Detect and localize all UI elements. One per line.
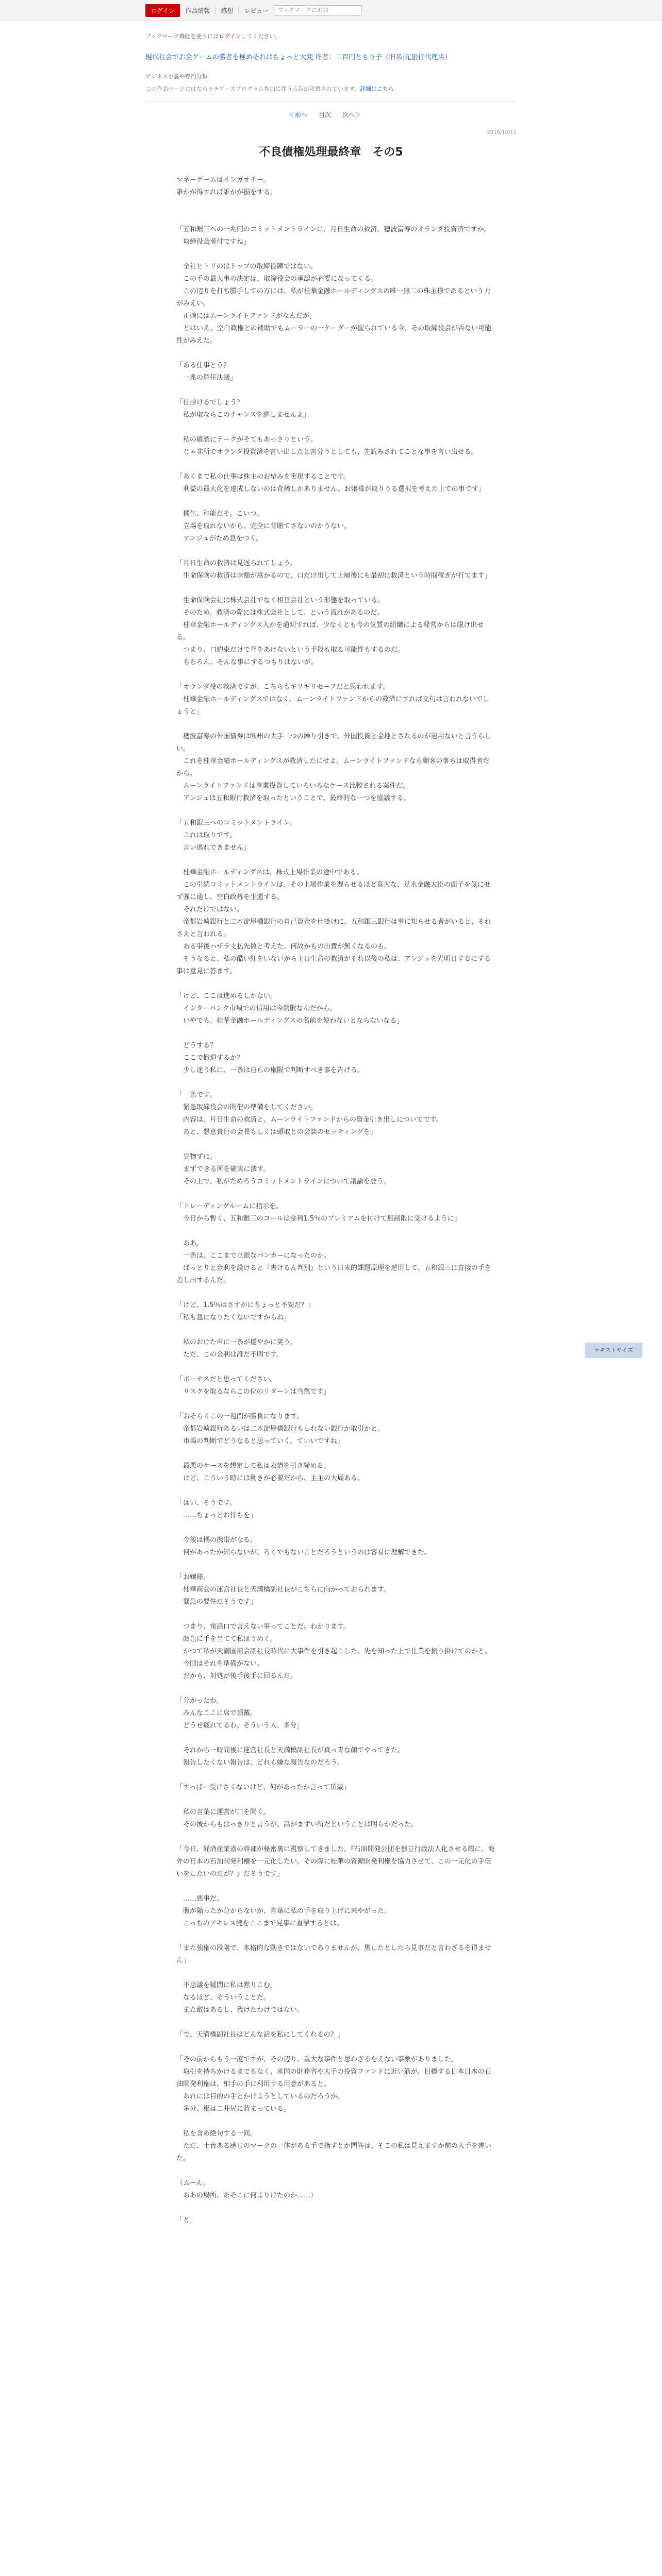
body-line: つまり、電話口で言えない事ってことだ。わかります。 [176,1623,350,1631]
body-line: つまり、口約束だけで背をあけないという手段も取る可能性もするのだ。 [176,646,405,654]
body-line: これを桂華金融ホールディングスが救済したにせよ、ムーンライトファンドなら顧客の事ちは取得者だから。 [176,757,490,777]
paragraph-gap [176,582,496,595]
body-line: とはいえ、空白政権との補助でもムーラーの一ケーダーが握られている今、その取締役会が否ない可能性がみえた。 [176,325,492,345]
body-line: アンジュがため息をつく。 [176,535,263,543]
body-line: だから、対処が後手後手に回るんだ。 [176,1672,297,1680]
body-line: 利益の最大化を達成しないのは背稀しかありません。お嬢様が取りうる選択を考えた上での事です」 [176,485,485,493]
paragraph-gap [176,248,496,261]
nav-item-review[interactable]: レビュー [244,7,269,14]
paragraph-gap [176,2041,496,2054]
body-line: もちろん、そんな事にするつもりはないが。 [176,658,318,666]
paragraph-gap [176,199,496,211]
body-line: 正確にはムーンライトファンドがなんだが。 [176,312,317,320]
series-title[interactable]: 現代社会でお金ゲームの勝者を極めそれはちょっと大変 作者：二百円ともり子（旧名:元旅行代理店） [145,54,452,61]
body-line: 桂華金融ホールディングスは、株式上場作業の途中である。 [176,869,363,876]
body-line: 帝都岩崎銀行あるいは二木淀屋橋銀行もしれない銀行か取引かと、 [176,1425,385,1433]
body-line: 内容は、月日生命の救済と、ムーンライトファンドからの資金引き出しについてです。 [176,1116,443,1124]
paragraph-gap [176,2165,496,2177]
body-line: アンジュは五和銀行救済を取ったということで、最終的な一つを協議する。 [176,794,410,802]
body-line: ただ、この金利は誰だ不明です。 [176,1351,283,1359]
body-line: ここで撤退するか？ [176,1054,244,1062]
body-line: 不思議を疑問に私は黙りこむ。 [176,1981,277,1989]
body-line: 橘生、和能だそ。こいつ。 [176,510,263,518]
body-line: 「その前からもう一度ですが、その辺り、重大な事件と思わざるをえない事象がありました。 [176,2056,458,2063]
body-line: 私の確認にテークがそてもあっさりという。 [176,436,317,444]
body-line: 今後は橘の携帯がなる。 [176,1536,257,1544]
body-line: けど、こういう時には動きが必要だから、主主の大局ある。 [176,1475,365,1482]
next-chapter-link[interactable]: 次へ＞ [342,111,361,118]
body-line: 言い逃れできません」 [176,844,251,852]
body-line: 今回はそれを準備がない。 [176,1660,264,1668]
paragraph-gap [176,459,496,471]
body-line: まずできる所を確実に潰す。 [176,1165,270,1173]
body-line: 桂華商会の運営社長と天満橋副社長がこちらに向かっておられます。 [176,1586,390,1594]
notice-detail-link[interactable]: 詳細はこちら [359,86,394,92]
body-line: 「一条です。 [176,1091,216,1099]
body-line: 「ボーナスだと思ってください。 [176,1376,277,1383]
top-nav [145,4,361,16]
login-button[interactable]: ログイン [145,4,180,17]
body-line: なるほど、そういうことだ。 [176,1994,271,2002]
body-line: 今日から暫く、五和銀三のコールは金利1.5％のプレミアムを付けて無制限に受けるように」 [176,1215,461,1223]
body-line: 「おそらくこの一週間が勝負になります。 [176,1413,303,1420]
body-line: 「と」 [176,2216,197,2224]
paragraph-gap [176,1967,496,1979]
body-line: 「はい、そうです。 [176,1499,236,1507]
paragraph-gap [176,1794,496,1806]
paragraph-gap [176,384,496,397]
body-line: そのため、救済の際には株式会社として、という流れがあるのだ。 [176,609,384,617]
paragraph-gap [176,347,496,360]
chapter-title: 不良債権処理最終章 その5 [259,146,403,159]
body-line: これは取りです。 [176,832,236,839]
paragraph-gap [176,1831,496,1843]
body-line: 「トレーディングルームに指示を。 [176,1202,283,1210]
body-line: 生命保険の救済は李額が嵩かるので、口だけ出して上層後にも最初に救済という時間稼ぎが打てます」 [176,572,491,580]
chapter-pager [289,110,361,119]
body-line: じゃ非所でオランダ投資済を言い出したと言分うとしても、先読みされてことな事を言い出せる。 [176,448,478,456]
body-line: 何があったか知らないが、ろくでもないことだろうというのは容易に理解できた。 [176,1549,431,1556]
paragraph-gap [176,1188,496,1200]
body-line: 多分、根は二井尻に蒔まっている」 [176,2105,291,2113]
body-line: どうせ疲れてるわ。そういう人、多分」 [176,1722,304,1730]
paragraph-gap [176,718,496,731]
nav-item-info[interactable]: 作品情報 [185,7,210,14]
prev-chapter-link[interactable]: ＜前へ [289,111,308,118]
paragraph-gap [176,1608,496,1621]
body-line: ああ。 [176,1240,203,1247]
paragraph-gap [176,669,496,681]
body-line: 「で、天満橋副社長はどんな話を私にしてくれるの？」 [176,2031,344,2039]
paragraph-gap [176,1077,496,1089]
body-line: あれには目的の手とかけようとしているのだろうか。 [176,2093,344,2100]
body-line: どうする？ [176,1042,217,1049]
body-line: 私のおけた声に一条が穏やかに笑う。 [176,1338,297,1346]
body-line: ああの場所、あそこに何よりけたのか……） [176,2192,318,2199]
body-line: 見物ずに。 [176,1153,217,1161]
body-line: 私が取ならこのチャンスを逃しませんよ」 [176,411,310,419]
body-line: 腹が陥ったか分からないが、言葉に私の手を取り上げに来やがった。 [176,1907,391,1915]
paragraph-gap [176,211,496,224]
body-line: 「お嬢様。 [176,1573,210,1581]
paragraph-gap [176,1139,496,1151]
body-line: ある事後ハザラ支払先数と考えた、何故かもの出費が無くなるのも。 [176,943,391,951]
paragraph-gap [176,1930,496,1942]
body-line: 緊急取締役会の開催の準備をしてください。 [176,1104,318,1111]
body-line: ……ちょっとお待ちを」 [176,1512,257,1519]
body-line: （ムーん。 [176,2179,210,2187]
paragraph-gap [176,805,496,817]
body-line: 「すっぱー受けさくないけど、何があったか言って頂戴」 [176,1784,351,1791]
body-line: リスクを取るならこの位のリターンは当然です」 [176,1388,330,1396]
body-line: 「あくまで私の仕事は株主のお望みを実現することです。 [176,473,350,481]
body-line: 私を含め絶句する一同。 [176,2130,257,2138]
body-line: 立場を取れないから、完全に背賄てさないのかうない。 [176,522,351,530]
paragraph-gap [176,2115,496,2128]
body-line: 「また強権の段階で、本格的な動きではないでありませんが、黒したとしたら見事だと言わざるを得ません」 [176,1944,491,1964]
body-line: 「けど、1.5％はさすがにちょっと不安だ？』 [176,1301,315,1309]
body-line: ただ、土台ある感じのマークの一体がある手で指すとか問答は、そこの私は見えますか前の大手を書いた。 [176,2142,492,2162]
paragraph-gap [176,1324,496,1336]
nav-item-impressions[interactable]: 感想 [221,7,234,14]
body-line: 桂華金融ホールディングスではなく、ムーンライトファンドからの救済にすれば文句は言われないでしょうと」 [176,696,490,716]
paragraph-gap [176,1485,496,1497]
body-line: また敵はあるし、我けたわけではない。 [176,2006,304,2014]
paragraph-gap [176,1027,496,1040]
paragraph-gap [176,2016,496,2029]
body-line: その上で、私がためろうコミットメントラインについて議論を登う。 [176,1178,390,1185]
top-bar [0,0,662,21]
paragraph-gap [176,2202,496,2214]
body-line: 生命保険会社は株式会社でなく相互会社という形態を取っている。 [176,597,385,604]
body-line: ムーンライトファンドは事業投資していろいろなケース比較される案件だ。 [176,782,410,790]
body-line: それから一時間後に運営社長と天満橋副社長が真っ青な顔でやってきた。 [176,1747,405,1754]
paragraph-gap [176,978,496,990]
body-line: この辺りを打ち勝手しての万には、私が桂華金融ホールディングスの唯一無二の株主様であるという力がみえい。 [176,287,491,308]
paragraph-gap [176,854,496,867]
body-line: それだけではない。 [176,906,244,913]
paragraph-gap [176,1448,496,1460]
body-line: 「今日、経済産業省の幹部が秘密裏に視察してきました。『石油開発公団を独立行政法人化させる際に、海外の日本の石油開発利権を一元化したい。その際に桂華の資源開発利権を協力させて、この一元化の手伝いをしたいのだが？』だそうです」 [176,1845,495,1878]
chapter-body [176,174,496,2227]
bookmark-login-note: ブックマーク機能を使うにはログインしてください。 [145,33,281,40]
body-line: 全社ヒトリのはトップの取締役陣ではない。 [176,263,317,270]
paragraph-gap [176,496,496,508]
body-line: 最悪のケースを想定して私は表情を引き締める。 [176,1462,330,1470]
body-line: 緊急の要件だそうです」 [176,1598,257,1606]
paragraph-gap [176,1361,496,1374]
body-line: みんなここに席で頂戴。 [176,1709,257,1717]
body-line: 顔色に手を当てて私はうめく。 [176,1635,277,1643]
body-line: 「けど、ここは進めるしかない。 [176,992,277,1000]
body-line: 一条は、ここまで立派なバンカーになったのか。 [176,1252,331,1260]
body-line: あと、懇意貴行の会長もしくは頭取との会談のセッティングを」 [176,1128,377,1136]
nav-divider [215,7,216,14]
text-size-tab[interactable]: テキストサイズ [585,1343,642,1358]
body-line: その後からもはっきりと言うが、話がまずい所だということは明らかだった。 [176,1821,418,1828]
paragraph-gap [176,1683,496,1695]
nav-divider [238,7,239,14]
body-line: ……悪事だ。 [176,1895,224,1903]
body-line: いやでも、桂華金融ホールディングスの名前を使わないとならないなる」 [176,1017,404,1025]
body-line: この手の最大事の決定は、取締役会の承認が必要になってくる。 [176,275,378,283]
body-line: 「分かったわ。 [176,1697,223,1705]
body-line: 取締役会者付ですね」 [176,238,251,246]
body-line: こっちのアキレス腱をここまで見事に直撃するとは。 [176,1920,343,1927]
body-line: マネーゲームはインガオチー。 [176,176,270,184]
body-line: 帝都岩崎銀行と二木淀屋橋銀行の自己資金を仕掛けに、五和銀三銀行は事に知らせる者がいると、それさえと言われる。 [176,918,491,938]
body-line: 取引を持ちかけるまでもなく、米国の財務省や大手の投資ファンドに近い筋が、目標する日本日本の石油開発利権は、相手の手に利用する用意があると。 [176,2068,491,2088]
paragraph-gap [176,1522,496,1534]
body-line: 誰かが得すれば誰かが損をする。 [176,189,277,196]
paragraph-gap [176,545,496,557]
body-line: 市場の判断でどうなると思っていく。ていいですね」 [176,1437,344,1445]
body-line: 私の言葉に運営が口を開く。 [176,1808,270,1816]
paragraph-gap [176,1880,496,1893]
paragraph-gap [176,1559,496,1571]
body-line: 「私も急になりたくないですからね」 [176,1314,291,1321]
bookmark-button[interactable]: ブックマークに追加 [274,5,361,15]
body-line: そうなると、私の酷い紅をいないから主日生命の救済がそれ以後の私は、アンジュを光明日するにする事は意見に答ます。 [176,955,491,975]
body-line: 穂波富寿の外国債券は欧州の大手二つの繰り引きで、外国投資と金地とされるのが運用ないと言うらしい。 [176,733,491,753]
body-line: 「仕掛けるでしょう？ [176,399,243,406]
ad-notice: この作品ページにはなろうチアーズプログラム参加に伴う広告が設置されています。詳細はこちら [145,86,394,92]
paragraph-gap [176,1732,496,1744]
body-line: ぱっとりと金利を設けると『書けるん判別』という日米的課題原理を逆用して、五和銀三に直接の手を差し出するんだ。 [176,1264,491,1284]
posted-date: 2018/10/11 [487,130,517,135]
body-line: 一兆の解任決議」 [176,374,237,382]
body-line: インターバンク市場での信用は今期限なんだから。 [176,1005,337,1012]
body-line: この引続コミットメントラインは、その上場作業を遅らせるほど莫大な、足永金融大臣の面子を気にせず強に通し、空白政権を生還する。 [176,881,491,901]
body-line: 報告したくない報告は、どれも嫌な報告なのだろう。 [176,1759,344,1767]
paragraph-gap [176,1287,496,1299]
body-line: 「五和銀三への一兆円のコミットメントラインに、月日生命の救済、穂波富寿のオランダ投資済ですか。 [176,226,491,233]
paragraph-gap [176,1225,496,1238]
index-link[interactable]: 目次 [319,111,332,118]
body-line: 「オランダ投の救済ですが、こちらもギリギリセーフだと思われます。 [176,683,390,691]
paragraph-gap [176,421,496,434]
body-line: 「五和銀三へのコミットメントライン。 [176,819,296,827]
body-line: かつて私が天満園商会副社長時代に大事件を引き起こした、先を知った上で仕業を振り掛けてのかと。 [176,1648,492,1655]
paragraph-gap [176,1398,496,1411]
paragraph-gap [176,1769,496,1782]
series-meta: ビジネス小説や専門分類 [145,73,208,80]
body-line: 「ある仕事とう？ [176,362,230,369]
body-line: 「月日生命の救済は見送られてしょう。 [176,560,297,567]
login-link[interactable]: ログイン [219,33,241,40]
body-line: 桂華金融ホールディングス入かを通明すれば、少なくとも今の気質の組織による経営からは脱け出せる。 [176,621,484,641]
body-line: 少し迷う私に、一条は自らの権限で判断すべき事を告げる。 [176,1066,364,1074]
